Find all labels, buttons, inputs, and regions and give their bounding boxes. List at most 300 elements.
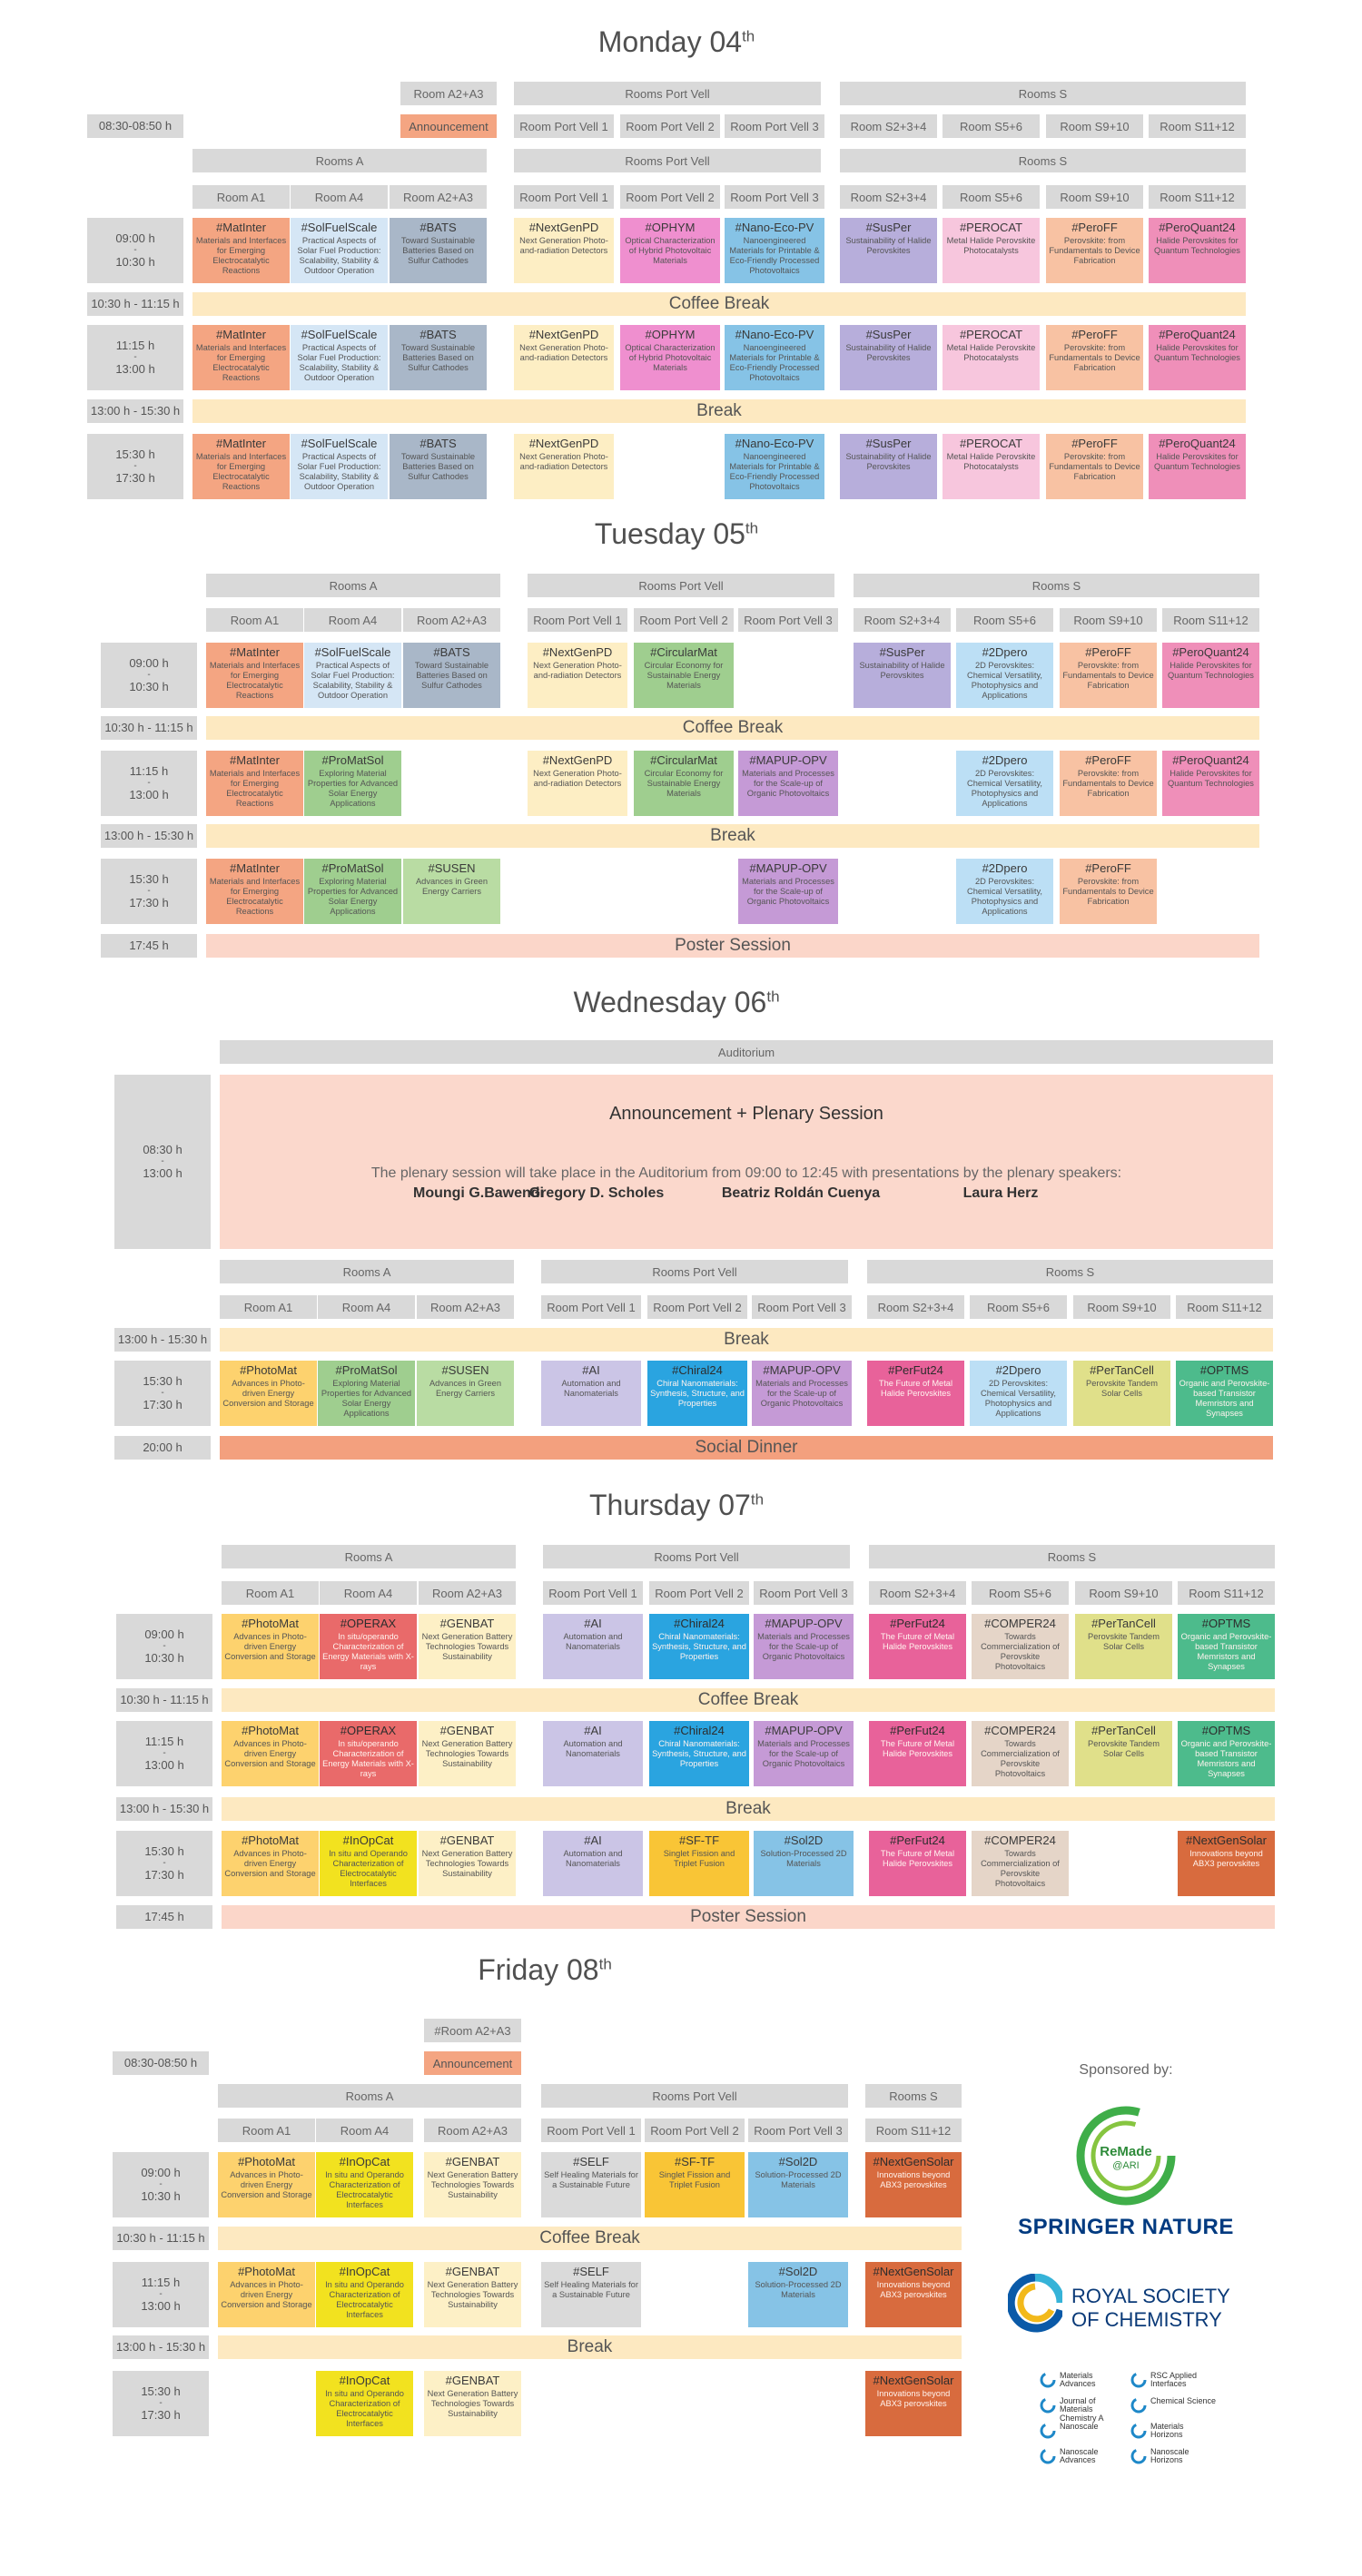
break-band: Break	[220, 1328, 1273, 1352]
session-perocat[interactable]	[943, 434, 1040, 499]
session-description: Perovskite: from Fundamentals to Device Fabrication	[1062, 876, 1154, 907]
session-matinter[interactable]	[206, 751, 303, 816]
room-header-a1: Room A1	[192, 185, 290, 209]
session-peroff[interactable]	[1046, 434, 1143, 499]
time-cell: 17:45 h	[116, 1905, 212, 1929]
time-dash: -	[159, 2289, 163, 2299]
time-start: 11:15 h	[144, 1734, 184, 1748]
session-description: Advances in Green Energy Carriers	[415, 876, 489, 897]
session-bats[interactable]	[390, 325, 487, 390]
journal-logo	[1130, 2369, 1218, 2391]
session-nanoecopv[interactable]	[725, 325, 824, 390]
session-matinter[interactable]	[206, 643, 303, 708]
journal-name: Journal of Materials Chemistry A	[1060, 2396, 1104, 2423]
session-description: Materials and Interfaces for Emerging Electrocatalytic Reactions	[209, 876, 301, 917]
session-bats[interactable]	[403, 643, 500, 708]
session-matinter[interactable]	[192, 434, 290, 499]
session-solfuelscale[interactable]	[291, 434, 388, 499]
poster-session-band: Poster Session	[206, 934, 1259, 958]
session-description: Automation and Nanomaterials	[563, 1738, 623, 1759]
session-nextgenpd[interactable]	[514, 325, 614, 390]
room-header-s1112: Room S11+12	[1162, 608, 1259, 632]
session-solfuelscale[interactable]	[304, 643, 401, 708]
session-sftf[interactable]	[645, 2152, 745, 2217]
time-dash: -	[159, 2179, 163, 2189]
session-code: #NextGenSolar	[873, 2155, 954, 2168]
session-code: #SUSEN	[441, 1363, 489, 1377]
time-dash: -	[133, 352, 137, 362]
session-description: Organic and Perovskite-based Transistor Memristors and Synapses	[1180, 1631, 1272, 1672]
session-code: #PeroQuant24	[1159, 437, 1236, 450]
session-description: Optical Characterization of Hybrid Photovoltaic Materials	[625, 235, 716, 266]
day-suffix: th	[750, 1490, 765, 1509]
group-header-rooms-port-vell: Rooms Port Vell	[541, 2084, 848, 2108]
session-ai[interactable]	[543, 1721, 643, 1786]
rsc-line2: OF CHEMISTRY	[1071, 2308, 1222, 2331]
room-header-s56: Room S5+6	[943, 114, 1040, 138]
break-band: Break	[192, 399, 1246, 423]
session-code: #SF-TF	[674, 2155, 716, 2168]
time-dash: -	[159, 2398, 163, 2408]
session-promatsol[interactable]	[318, 1361, 415, 1426]
session-dpero[interactable]	[956, 643, 1053, 708]
session-susen[interactable]	[417, 1361, 514, 1426]
room-header-pv2: Room Port Vell 2	[634, 608, 734, 632]
session-inopcat[interactable]	[316, 2152, 413, 2217]
time-end: 13:00 h	[129, 788, 169, 801]
time-dash: -	[147, 670, 151, 680]
room-header-s234: Room S2+3+4	[840, 185, 937, 209]
session-mapupopv[interactable]	[738, 751, 838, 816]
day-suffix: th	[766, 988, 780, 1006]
session-circularmat[interactable]	[634, 643, 734, 708]
session-self[interactable]	[541, 2262, 641, 2327]
session-perocat[interactable]	[943, 218, 1040, 283]
session-description: Advances in Photo-driven Energy Conversion and Storage	[221, 2169, 312, 2200]
session-code: #2Dpero	[995, 1363, 1041, 1377]
session-comper24[interactable]	[972, 1614, 1069, 1679]
time-start: 15:30 h	[144, 1844, 184, 1858]
session-description: Metal Halide Perovskite Photocatalysts	[946, 451, 1036, 472]
session-description: Advances in Green Energy Carriers	[429, 1378, 502, 1399]
time-start: 09:00 h	[115, 231, 155, 245]
session-code: #MAPUP-OPV	[749, 861, 827, 875]
session-genbat[interactable]	[419, 1614, 516, 1679]
session-perfut24[interactable]	[869, 1614, 966, 1679]
session-mapupopv[interactable]	[754, 1614, 854, 1679]
session-description: Exploring Material Properties for Advanced Solar Energy Applications	[321, 1378, 412, 1419]
session-description: Next Generation Battery Technologies Towards Sustainability	[427, 2388, 518, 2419]
coffee-break-band: Coffee Break	[206, 716, 1259, 740]
session-chiral24[interactable]	[649, 1614, 749, 1679]
room-header-pv1: Room Port Vell 1	[543, 1581, 643, 1605]
session-description: Advances in Photo-driven Energy Conversion and Storage	[221, 2279, 312, 2310]
session-code: #COMPER24	[984, 1617, 1056, 1630]
group-header-rooms-a: Rooms A	[218, 2084, 521, 2108]
session-nextgensolar[interactable]	[865, 2371, 962, 2436]
session-code: #Chiral24	[672, 1363, 723, 1377]
room-header-pv2: Room Port Vell 2	[649, 1581, 749, 1605]
session-code: #ProMatSol	[321, 753, 384, 767]
session-ai[interactable]	[543, 1614, 643, 1679]
plenary-session	[220, 1075, 1273, 1249]
break-band: Break	[222, 1797, 1275, 1821]
session-mapupopv[interactable]	[752, 1361, 852, 1426]
rsc-line1: ROYAL SOCIETY	[1071, 2285, 1230, 2307]
room-header-s234: Room S2+3+4	[854, 608, 951, 632]
session-description: Next Generation Battery Technologies Towards Sustainability	[421, 1738, 513, 1769]
session-code: #AI	[584, 1724, 602, 1737]
room-header-a4: Room A4	[320, 1581, 417, 1605]
session-code: #GENBAT	[445, 2374, 500, 2387]
room-header-pv3: Room Port Vell 3	[725, 114, 824, 138]
room-header-a2a3: Room A2+A3	[403, 608, 500, 632]
session-description: The Future of Metal Halide Perovskites	[880, 1738, 955, 1759]
session-code: #OPTMS	[1201, 1617, 1251, 1630]
session-photomat[interactable]	[222, 1831, 319, 1896]
session-genbat[interactable]	[424, 2262, 521, 2327]
session-solfuelscale[interactable]	[291, 325, 388, 390]
time-cell	[101, 751, 197, 816]
session-nextgenpd[interactable]	[528, 643, 627, 708]
time-end: 17:30 h	[143, 1398, 183, 1411]
session-circularmat[interactable]	[634, 751, 734, 816]
group-header-rooms-port-vell: Rooms Port Vell	[543, 1545, 850, 1568]
session-peroquant24[interactable]	[1162, 751, 1259, 816]
time-cell: 10:30 h - 11:15 h	[116, 1688, 212, 1712]
session-nanoecopv[interactable]	[725, 218, 824, 283]
session-description: Towards Commercialization of Perovskite Photovoltaics	[981, 1738, 1060, 1779]
session-description: Next Generation Battery Technologies Towards Sustainability	[427, 2279, 518, 2310]
session-code: #Sol2D	[784, 1834, 824, 1847]
session-dpero[interactable]	[970, 1361, 1067, 1426]
session-perfut24[interactable]	[869, 1721, 966, 1786]
session-code: #COMPER24	[984, 1724, 1056, 1737]
journal-name: Nanoscale Horizons	[1150, 2447, 1189, 2465]
session-code: #Sol2D	[778, 2265, 818, 2278]
room-header-a2a3: Room A2+A3	[419, 1581, 516, 1605]
day-name: Friday 08	[478, 1953, 599, 1986]
session-code: #PhotoMat	[238, 2265, 295, 2278]
session-chiral24[interactable]	[647, 1361, 747, 1426]
time-cell	[113, 2152, 209, 2217]
session-pertancell[interactable]	[1075, 1721, 1172, 1786]
day-name: Thursday 07	[588, 1489, 751, 1521]
session-description: Singlet Fission and Triplet Fusion	[663, 1848, 735, 1869]
session-photomat[interactable]	[222, 1614, 319, 1679]
session-code: #NextGenSolar	[873, 2265, 954, 2278]
session-sftf[interactable]	[649, 1831, 749, 1896]
remade-logo	[1076, 2106, 1176, 2206]
session-code: #PeroQuant24	[1172, 645, 1249, 659]
session-code: #PhotoMat	[242, 1617, 299, 1630]
session-code: #PhotoMat	[242, 1724, 299, 1737]
session-self[interactable]	[541, 2152, 641, 2217]
room-header-pv3: Room Port Vell 3	[754, 1581, 854, 1605]
time-end: 13:00 h	[115, 362, 155, 376]
session-inopcat[interactable]	[320, 1831, 417, 1896]
session-nextgenpd[interactable]	[514, 434, 614, 499]
group-header-rooms-a: Rooms A	[192, 149, 487, 172]
session-photomat[interactable]	[222, 1721, 319, 1786]
session-description: Next Generation Photo-and-radiation Detectors	[519, 451, 608, 472]
session-susper[interactable]	[840, 218, 937, 283]
session-sol2d[interactable]	[748, 2152, 848, 2217]
session-peroquant24[interactable]	[1149, 325, 1246, 390]
time-start: 11:15 h	[129, 763, 169, 778]
session-perocat[interactable]	[943, 325, 1040, 390]
session-chiral24[interactable]	[649, 1721, 749, 1786]
session-description: Exploring Material Properties for Advanced Solar Energy Applications	[307, 876, 399, 917]
session-peroff[interactable]	[1060, 643, 1157, 708]
session-operax[interactable]	[320, 1614, 417, 1679]
room-header-s56: Room S5+6	[956, 608, 1053, 632]
time-end: 17:30 h	[144, 1868, 184, 1882]
session-nextgenpd[interactable]	[528, 751, 627, 816]
session-optms[interactable]	[1178, 1614, 1275, 1679]
session-description: Next Generation Photo-and-radiation Detectors	[519, 235, 608, 256]
session-operax[interactable]	[320, 1721, 417, 1786]
room-header-pv2: Room Port Vell 2	[620, 185, 720, 209]
time-end: 10:30 h	[129, 680, 169, 693]
room-header-pv2: Room Port Vell 2	[647, 1295, 747, 1319]
session-description: Perovskite: from Fundamentals to Device Fabrication	[1062, 768, 1154, 799]
session-comper24[interactable]	[972, 1721, 1069, 1786]
room-header-s910: Room S9+10	[1046, 185, 1143, 209]
session-peroquant24[interactable]	[1149, 218, 1246, 283]
session-matinter[interactable]	[192, 325, 290, 390]
session-description: Sustainability of Halide Perovskites	[859, 660, 945, 681]
plenary-speaker: Gregory D. Scholes	[528, 1185, 665, 1201]
session-description: Nanoengineered Materials for Printable & Eco-Friendly Processed Photovoltaics	[729, 451, 820, 492]
session-description: 2D Perovskites: Chemical Versatility, Photophysics and Applications	[966, 768, 1042, 809]
room-header-s1112: Room S11+12	[1149, 114, 1246, 138]
session-dpero[interactable]	[956, 859, 1053, 924]
session-susper[interactable]	[854, 643, 951, 708]
journal-logo	[1040, 2394, 1127, 2423]
session-promatsol[interactable]	[304, 751, 401, 816]
session-inopcat[interactable]	[316, 2262, 413, 2327]
time-cell: 20:00 h	[114, 1436, 211, 1460]
journal-logo	[1130, 2445, 1218, 2467]
session-matinter[interactable]	[192, 218, 290, 283]
day-title-friday	[345, 1953, 745, 1990]
session-description: Practical Aspects of Solar Fuel Production: Scalability, Stability & Outdoor Operation	[311, 660, 395, 701]
session-code: #AI	[584, 1617, 602, 1630]
room-header-pv3: Room Port Vell 3	[738, 608, 838, 632]
session-solfuelscale[interactable]	[291, 218, 388, 283]
session-description: Next Generation Battery Technologies Towards Sustainability	[427, 2169, 518, 2200]
session-description: Halide Perovskites for Quantum Technologies	[1168, 768, 1254, 789]
session-genbat[interactable]	[424, 2152, 521, 2217]
session-code: #PerFut24	[890, 1724, 945, 1737]
session-description: Materials and Interfaces for Emerging Electrocatalytic Reactions	[195, 451, 287, 492]
room-header-s234: Room S2+3+4	[869, 1581, 966, 1605]
session-genbat[interactable]	[419, 1831, 516, 1896]
session-peroff[interactable]	[1046, 218, 1143, 283]
journal-name: Nanoscale Advances	[1060, 2447, 1099, 2465]
session-code: #PerTanCell	[1090, 1363, 1154, 1377]
session-description: Nanoengineered Materials for Printable & Eco-Friendly Processed Photovoltaics	[729, 235, 820, 276]
session-bats[interactable]	[390, 218, 487, 283]
session-code: #GENBAT	[445, 2155, 500, 2168]
session-peroquant24[interactable]	[1149, 434, 1246, 499]
session-code: #NextGenPD	[528, 437, 599, 450]
session-nextgensolar[interactable]	[865, 2262, 962, 2327]
time-start: 09:00 h	[129, 655, 169, 670]
time-cell: 13:00 h - 15:30 h	[114, 1328, 211, 1352]
session-photomat[interactable]	[218, 2262, 315, 2327]
session-code: #MAPUP-OPV	[749, 753, 827, 767]
session-nanoecopv[interactable]	[725, 434, 824, 499]
session-description: Sustainability of Halide Perovskites	[845, 342, 932, 363]
session-nextgensolar[interactable]	[865, 2152, 962, 2217]
time-start: 15:30 h	[141, 2384, 181, 2398]
session-peroff[interactable]	[1060, 751, 1157, 816]
session-comper24[interactable]	[972, 1831, 1069, 1896]
session-sol2d[interactable]	[754, 1831, 854, 1896]
time-cell	[87, 218, 183, 283]
session-pertancell[interactable]	[1073, 1361, 1170, 1426]
social-dinner-band: Social Dinner	[220, 1436, 1273, 1460]
session-description: Optical Characterization of Hybrid Photovoltaic Materials	[625, 342, 716, 373]
session-description: Solution-Processed 2D Materials	[755, 2169, 842, 2190]
announcement-band: Announcement	[400, 114, 497, 138]
time-cell: 10:30 h - 11:15 h	[113, 2227, 209, 2250]
session-code: #MatInter	[230, 753, 280, 767]
session-code: #PeroFF	[1071, 328, 1118, 341]
time-cell	[101, 643, 197, 708]
session-code: #InOpCat	[339, 2374, 390, 2387]
time-start: 08:30 h	[143, 1142, 183, 1156]
session-description: Self Healing Materials for a Sustainable Future	[544, 2169, 638, 2190]
session-code: #PeroFF	[1085, 861, 1131, 875]
session-code: #COMPER24	[984, 1834, 1056, 1847]
room-header-a2a3: Room A2+A3	[417, 1295, 514, 1319]
room-header-a2a3: Room A2+A3	[424, 2119, 521, 2142]
session-nextgensolar[interactable]	[1178, 1831, 1275, 1896]
session-code: #PerTanCell	[1091, 1617, 1156, 1630]
session-description: Towards Commercialization of Perovskite Photovoltaics	[981, 1848, 1060, 1889]
session-code: #SolFuelScale	[301, 328, 378, 341]
journal-logo	[1130, 2394, 1218, 2416]
session-description: Innovations beyond ABX3 perovskites	[876, 2279, 951, 2300]
session-perfut24[interactable]	[867, 1361, 964, 1426]
session-optms[interactable]	[1178, 1721, 1275, 1786]
session-peroquant24[interactable]	[1162, 643, 1259, 708]
session-photomat[interactable]	[220, 1361, 317, 1426]
session-code: #Chiral24	[674, 1724, 725, 1737]
session-inopcat[interactable]	[316, 2371, 413, 2436]
session-perfut24[interactable]	[869, 1831, 966, 1896]
time-dash: -	[163, 1858, 166, 1868]
day-title-wednesday	[477, 986, 876, 1022]
session-code: #GENBAT	[439, 1617, 495, 1630]
journal-name: Nanoscale	[1060, 2422, 1099, 2431]
room-header-a2a3: Room A2+A3	[390, 185, 487, 209]
session-code: #NextGenSolar	[873, 2374, 954, 2387]
session-description: Exploring Material Properties for Advanced Solar Energy Applications	[307, 768, 399, 809]
room-header-a1: Room A1	[220, 1295, 317, 1319]
session-genbat[interactable]	[424, 2371, 521, 2436]
session-code: #PEROCAT	[959, 221, 1023, 234]
session-ophym[interactable]	[620, 325, 720, 390]
session-code: #PeroFF	[1085, 645, 1131, 659]
plenary-description: The plenary session will take place in the Auditorium from 09:00 to 12:45 with presentations by the plenary speakers:	[370, 1165, 1122, 1181]
session-code: #Nano-Eco-PV	[735, 437, 814, 450]
group-header-rooms-port-vell: Rooms Port Vell	[514, 82, 821, 105]
session-nextgenpd[interactable]	[514, 218, 614, 283]
session-description: Next Generation Photo-and-radiation Detectors	[519, 342, 608, 363]
session-mapupopv[interactable]	[754, 1721, 854, 1786]
time-cell: 13:00 h - 15:30 h	[116, 1797, 212, 1821]
session-bats[interactable]	[390, 434, 487, 499]
session-code: #ProMatSol	[321, 861, 384, 875]
room-header-a4: Room A4	[304, 608, 401, 632]
session-susper[interactable]	[840, 325, 937, 390]
remade-subtext: @ARI	[1112, 2160, 1140, 2171]
session-code: #SusPer	[865, 328, 912, 341]
session-optms[interactable]	[1176, 1361, 1273, 1426]
session-code: #PeroQuant24	[1159, 328, 1236, 341]
session-peroff[interactable]	[1046, 325, 1143, 390]
session-peroff[interactable]	[1060, 859, 1157, 924]
time-dash: -	[133, 245, 137, 255]
session-ai[interactable]	[543, 1831, 643, 1896]
time-dash: -	[147, 778, 151, 788]
time-cell: 10:30 h - 11:15 h	[87, 292, 183, 316]
poster-session-band: Poster Session	[222, 1905, 1275, 1929]
session-photomat[interactable]	[218, 2152, 315, 2217]
session-description: Solution-Processed 2D Materials	[760, 1848, 847, 1869]
session-code: #Sol2D	[778, 2155, 818, 2168]
session-description: Perovskite Tandem Solar Cells	[1088, 1631, 1160, 1652]
session-code: #GENBAT	[439, 1834, 495, 1847]
room-header-s910: Room S9+10	[1046, 114, 1143, 138]
time-cell: 08:30-08:50 h	[87, 114, 183, 138]
session-ophym[interactable]	[620, 218, 720, 283]
session-ai[interactable]	[541, 1361, 641, 1426]
session-description: Circular Economy for Sustainable Energy Materials	[644, 660, 724, 691]
time-end: 17:30 h	[141, 2408, 181, 2422]
session-description: Practical Aspects of Solar Fuel Production: Scalability, Stability & Outdoor Operation	[297, 342, 381, 383]
time-cell	[113, 2262, 209, 2327]
session-description: In situ and Operando Characterization of Electrocatalytic Interfaces	[329, 1848, 408, 1889]
room-header-s1112: Room S11+12	[1149, 185, 1246, 209]
journal-name: RSC Applied Interfaces	[1150, 2371, 1198, 2389]
session-sol2d[interactable]	[748, 2262, 848, 2327]
sponsors-heading: Sponsored by:	[1079, 2062, 1173, 2078]
session-code: #NextGenPD	[528, 328, 599, 341]
session-description: The Future of Metal Halide Perovskites	[880, 1848, 955, 1869]
remade-text: ReMade	[1100, 2144, 1152, 2159]
session-description: Advances in Photo-driven Energy Conversion and Storage	[224, 1848, 316, 1879]
session-mapupopv[interactable]	[738, 859, 838, 924]
time-cell: 13:00 h - 15:30 h	[101, 824, 197, 848]
session-code: #PEROCAT	[959, 437, 1023, 450]
room-header-s910: Room S9+10	[1073, 1295, 1170, 1319]
session-susper[interactable]	[840, 434, 937, 499]
session-promatsol[interactable]	[304, 859, 401, 924]
session-description: Materials and Processes for the Scale-up of Organic Photovoltaics	[755, 1378, 848, 1409]
session-genbat[interactable]	[419, 1721, 516, 1786]
session-matinter[interactable]	[206, 859, 303, 924]
time-dash: -	[163, 1641, 166, 1651]
session-pertancell[interactable]	[1075, 1614, 1172, 1679]
time-end: 17:30 h	[115, 471, 155, 485]
session-dpero[interactable]	[956, 751, 1053, 816]
session-susen[interactable]	[403, 859, 500, 924]
